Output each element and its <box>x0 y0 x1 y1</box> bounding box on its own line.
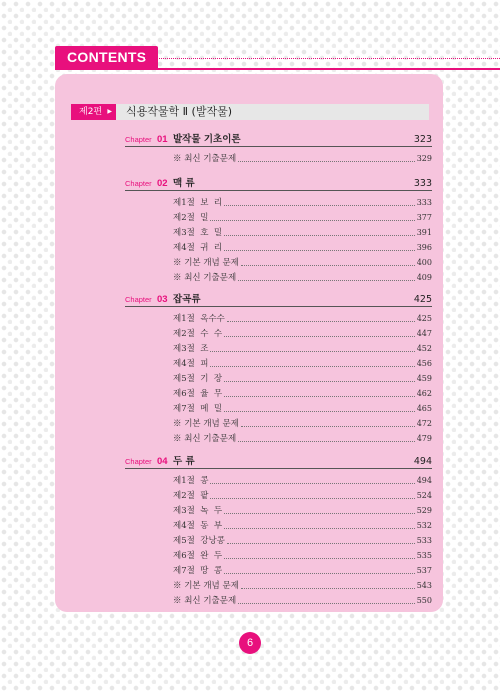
part-title: 식용작물학 Ⅱ (발작물) <box>126 105 232 118</box>
entry-title: 제2절 수 수 <box>173 329 223 339</box>
leader-dots <box>224 527 415 529</box>
entry-page: 533 <box>416 536 432 545</box>
leader-dots <box>227 542 415 544</box>
toc-entry[interactable] <box>173 327 432 340</box>
entry-title: 제4절 귀 리 <box>173 243 223 253</box>
leader-dots <box>224 512 415 514</box>
leader-dots <box>210 365 414 367</box>
toc-entry[interactable] <box>173 504 432 517</box>
entry-page: 535 <box>416 551 432 560</box>
entry-title: 제1절 보 리 <box>173 198 223 208</box>
leader-dots <box>238 440 415 442</box>
entry-page: 532 <box>416 521 432 530</box>
leader-dots <box>224 572 415 574</box>
leader-dots <box>224 204 415 206</box>
entry-title: ※ 최신 기출문제 <box>173 154 237 164</box>
chapter-number: 01 <box>157 134 168 145</box>
contents-panel <box>55 74 443 612</box>
leader-dots <box>241 425 415 427</box>
toc-entry[interactable] <box>173 256 432 269</box>
entry-page: 333 <box>416 198 432 207</box>
entry-page: 447 <box>416 329 432 338</box>
entry-page: 462 <box>416 389 432 398</box>
part-badge <box>71 104 116 120</box>
leader-dots <box>210 350 414 352</box>
entry-title: 제2절 팥 <box>173 491 209 501</box>
entry-title: ※ 최신 기출문제 <box>173 596 237 606</box>
chapter-02-heading[interactable] <box>125 177 432 191</box>
page-number: 6 <box>239 632 261 654</box>
toc-entry[interactable] <box>173 564 432 577</box>
entry-title: ※ 기본 개념 문제 <box>173 258 239 268</box>
entry-page: 543 <box>416 581 432 590</box>
entry-page: 377 <box>416 213 432 222</box>
contents-header: CONTENTS <box>55 46 158 68</box>
toc-entry[interactable] <box>173 549 432 562</box>
leader-dots <box>241 587 415 589</box>
chapter-03-heading[interactable] <box>125 293 432 307</box>
entry-title: 제3절 호 밀 <box>173 228 223 238</box>
toc-entry[interactable] <box>173 271 432 284</box>
entry-title: 제3절 녹 두 <box>173 506 223 516</box>
entry-title: 제5절 강낭콩 <box>173 536 225 546</box>
chapter-title: 잡곡류 <box>173 294 201 305</box>
entry-page: 529 <box>416 506 432 515</box>
chapter-page: 494 <box>413 456 432 467</box>
toc-entry[interactable] <box>173 342 432 355</box>
chapter-label: Chapter <box>125 179 152 188</box>
chapter-01-heading[interactable] <box>125 133 432 147</box>
leader-dots <box>241 264 415 266</box>
triangle-icon: ▶ <box>107 108 112 115</box>
entry-page: 391 <box>416 228 432 237</box>
part-badge-label: 제2편 <box>79 107 103 117</box>
chapter-04-heading[interactable] <box>125 455 432 469</box>
entry-title: 제1절 콩 <box>173 476 209 486</box>
leader-dots <box>210 219 414 221</box>
entry-title: 제5절 기 장 <box>173 374 223 384</box>
entry-page: 409 <box>416 273 432 282</box>
entry-title: 제6절 율 무 <box>173 389 223 399</box>
entry-page: 479 <box>416 434 432 443</box>
entry-title: 제4절 피 <box>173 359 209 369</box>
leader-dots <box>210 482 414 484</box>
entry-title: 제6절 완 두 <box>173 551 223 561</box>
entry-page: 537 <box>416 566 432 575</box>
chapter-page: 323 <box>413 134 432 145</box>
chapter-number: 03 <box>157 294 168 305</box>
leader-dots <box>224 380 415 382</box>
toc-entry[interactable] <box>173 489 432 502</box>
leader-dots <box>224 557 415 559</box>
entry-title: 제2절 밀 <box>173 213 209 223</box>
entry-title: 제7절 땅 콩 <box>173 566 223 576</box>
toc-entry[interactable] <box>173 579 432 592</box>
entry-title: 제1절 옥수수 <box>173 314 225 324</box>
leader-dots <box>238 602 415 604</box>
entry-page: 452 <box>416 344 432 353</box>
header-rule <box>55 68 500 70</box>
toc-entry[interactable] <box>173 241 432 254</box>
entry-page: 550 <box>416 596 432 605</box>
entry-title: 제7절 메 밀 <box>173 404 223 414</box>
toc-entry[interactable] <box>173 152 432 165</box>
toc-entry[interactable] <box>173 402 432 415</box>
entry-title: ※ 최신 기출문제 <box>173 273 237 283</box>
entry-page: 459 <box>416 374 432 383</box>
entry-title: ※ 기본 개념 문제 <box>173 581 239 591</box>
toc-entry[interactable] <box>173 226 432 239</box>
entry-page: 329 <box>416 154 432 163</box>
leader-dots <box>227 320 415 322</box>
entry-title: ※ 최신 기출문제 <box>173 434 237 444</box>
toc-entry[interactable] <box>173 474 432 487</box>
entry-title: 제3절 조 <box>173 344 209 354</box>
entry-page: 472 <box>416 419 432 428</box>
chapter-title: 두 류 <box>173 456 195 467</box>
entry-page: 494 <box>416 476 432 485</box>
leader-dots <box>224 249 415 251</box>
entry-title: ※ 기본 개념 문제 <box>173 419 239 429</box>
toc-entry[interactable] <box>173 417 432 430</box>
chapter-number: 02 <box>157 178 168 189</box>
toc-entry[interactable] <box>173 372 432 385</box>
chapter-title: 발작물 기초이론 <box>173 134 241 145</box>
leader-dots <box>238 160 415 162</box>
toc-entry[interactable] <box>173 196 432 209</box>
entry-title: 제4절 동 부 <box>173 521 223 531</box>
header-dotted-rule <box>145 58 500 59</box>
leader-dots <box>238 279 415 281</box>
toc-entry[interactable] <box>173 211 432 224</box>
toc-entry[interactable] <box>173 519 432 532</box>
chapter-number: 04 <box>157 456 168 467</box>
chapter-label: Chapter <box>125 295 152 304</box>
chapter-page: 333 <box>413 178 432 189</box>
chapter-page: 425 <box>413 294 432 305</box>
leader-dots <box>224 234 415 236</box>
toc-entry[interactable] <box>173 594 432 607</box>
part-heading <box>71 104 429 120</box>
chapter-title: 맥 류 <box>173 178 195 189</box>
entry-page: 456 <box>416 359 432 368</box>
leader-dots <box>224 410 415 412</box>
chapter-label: Chapter <box>125 135 152 144</box>
entry-page: 425 <box>416 314 432 323</box>
leader-dots <box>210 497 414 499</box>
entry-page: 465 <box>416 404 432 413</box>
toc-entry[interactable] <box>173 432 432 445</box>
leader-dots <box>224 335 415 337</box>
toc-entry[interactable] <box>173 387 432 400</box>
leader-dots <box>224 395 415 397</box>
entry-page: 400 <box>416 258 432 267</box>
chapter-label: Chapter <box>125 457 152 466</box>
entry-page: 396 <box>416 243 432 252</box>
toc-entry[interactable] <box>173 357 432 370</box>
toc-entry[interactable] <box>173 312 432 325</box>
toc-entry[interactable] <box>173 534 432 547</box>
entry-page: 524 <box>416 491 432 500</box>
